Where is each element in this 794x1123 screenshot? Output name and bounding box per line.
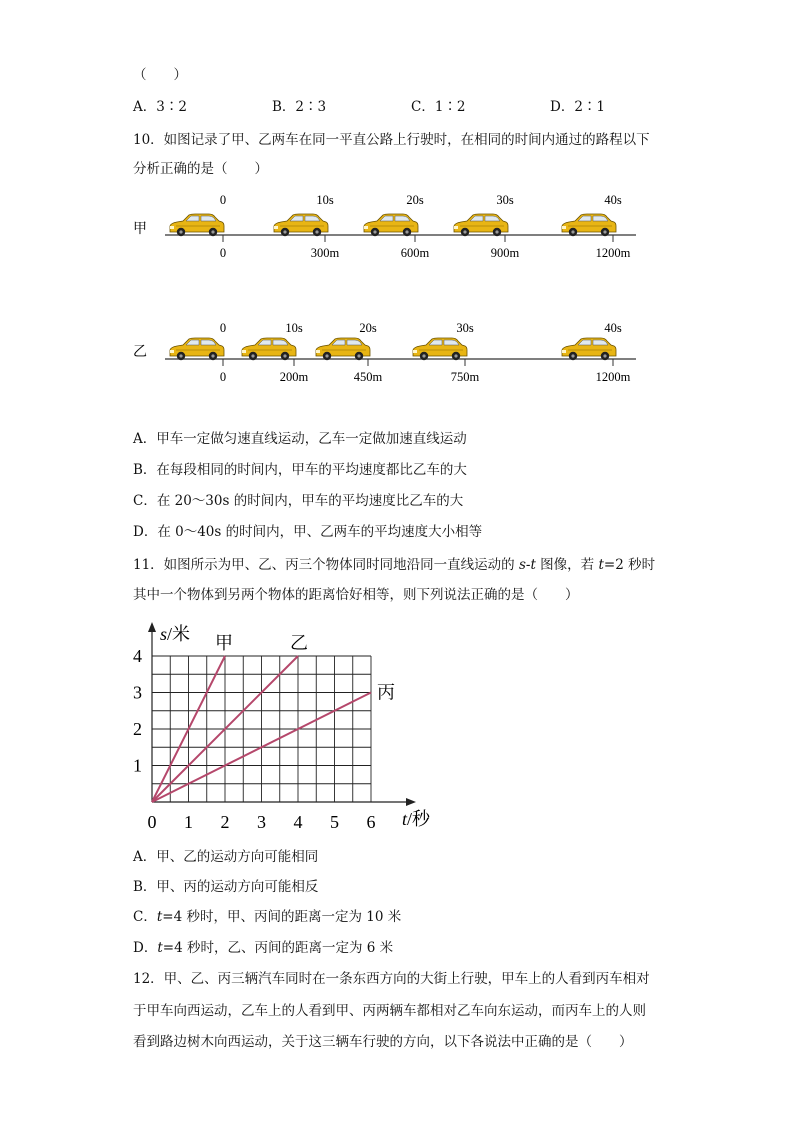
y-tick-label: 2 (133, 719, 142, 739)
q11-stem-st: s-t (518, 557, 536, 573)
q11-option-d (133, 939, 393, 957)
jia-time-40: 40s (604, 193, 622, 207)
x-tick-label: 3 (257, 812, 266, 832)
st-graph (0, 615, 794, 845)
jia-row-label: 甲 (133, 222, 147, 237)
q11-stem-part-a: 11．如图所示为甲、乙、丙三个物体同时同地沿同一直线运动的 (133, 557, 519, 573)
yi-car-10 (242, 338, 296, 360)
x-axis-unit: /秒 (407, 809, 431, 829)
q11-option-d-text: =4 秒时，乙、丙间的距离一定为 6 米 (162, 940, 394, 956)
q10-option-c: C．在 20～30s 的时间内，甲车的平均速度比乙车的大 (133, 493, 464, 509)
q10-stem-line1: 10．如图记录了甲、乙两车在同一平直公路上行驶时，在相同的时间内通过的路程以下 (133, 132, 650, 148)
yi-dist-0: 0 (219, 370, 227, 384)
yi-dist-200: 200m (279, 370, 309, 384)
jia-car-10 (274, 214, 328, 236)
yi-time-10: 10s (285, 321, 303, 335)
yi-dist-450: 450m (353, 370, 383, 384)
jia-markers (223, 235, 613, 242)
q11-stem-part-c: 图像，若 (535, 557, 599, 573)
x-tick-label: 1 (184, 812, 193, 832)
x-axis-label (402, 809, 431, 829)
q12-stem-line2: 于甲车向西运动，乙车上的人看到甲、丙两辆车都相对乙车向东运动，而丙车上的人则 (133, 1003, 646, 1019)
y-axis-arrow (148, 622, 156, 632)
jia-time-0: 0 (219, 193, 227, 207)
y-tick-label: 1 (133, 755, 142, 776)
series-label-0: 甲 (215, 633, 233, 653)
yi-time-30: 30s (456, 321, 474, 335)
yi-car-0 (170, 338, 224, 360)
q11-option-b (133, 878, 318, 896)
jia-car-0 (170, 214, 224, 236)
q9-option-b: B．2∶3 (272, 99, 327, 115)
jia-dist-900: 900m (490, 246, 520, 260)
q10-option-b: B．在每段相同的时间内，甲车的平均速度都比乙车的大 (133, 462, 467, 478)
x-tick-label: 0 (147, 812, 157, 832)
yi-time-40: 40s (604, 321, 622, 335)
jia-dist-1200: 1200m (595, 246, 631, 260)
q11-option-b-text: B．甲、丙的运动方向可能相反 (133, 879, 319, 895)
q11-option-c-var: t (156, 909, 163, 925)
yi-dist-750: 750m (450, 370, 480, 384)
x-tick-label: 5 (330, 812, 339, 832)
q11-option-c-text: =4 秒时，甲、丙间的距离一定为 10 米 (162, 909, 402, 925)
q10-option-a: A．甲车一定做匀速直线运动，乙车一定做加速直线运动 (133, 431, 467, 447)
q11-option-c-prefix: C． (133, 909, 157, 925)
q11-stem-t: t (598, 557, 604, 573)
jia-time-10: 10s (316, 193, 334, 207)
yi-time-20: 20s (359, 321, 377, 335)
jia-dist-300: 300m (310, 246, 340, 260)
q11-stem-part-e: =2 秒时 (603, 557, 656, 573)
q11-stem-line2: 其中一个物体到另两个物体的距离恰好相等，则下列说法正确的是（ ） (133, 587, 579, 603)
q9-option-c: C．1∶2 (411, 99, 466, 115)
q9-option-d: D．2∶1 (550, 99, 606, 115)
series-label-1: 乙 (290, 633, 308, 653)
jia-dist-600: 600m (400, 246, 430, 260)
y-axis-var: s (160, 624, 168, 644)
x-axis-var: t (402, 809, 408, 829)
yi-dist-1200: 1200m (595, 370, 631, 384)
x-tick-label: 4 (293, 812, 303, 832)
yi-car-40 (562, 338, 616, 360)
y-axis-unit: /米 (167, 624, 191, 644)
q11-option-d-var: t (157, 940, 163, 956)
jia-car-30 (454, 214, 508, 236)
jia-time-30: 30s (496, 193, 514, 207)
q11-stem-line1 (133, 556, 655, 574)
jia-dist-0: 0 (219, 246, 227, 260)
graph-grid (152, 656, 371, 802)
y-tick-label: 4 (133, 646, 142, 666)
x-tick-label: 2 (220, 812, 230, 832)
q12-stem-line3: 看到路边树木向西运动，关于这三辆车行驶的方向，以下各说法中正确的是（ ） (133, 1034, 633, 1050)
jia-car-20 (364, 214, 418, 236)
q11-option-a-text: A．甲、乙的运动方向可能相同 (133, 849, 319, 865)
q11-option-a (133, 848, 318, 866)
x-axis-arrow (406, 798, 416, 806)
series-label-2: 丙 (377, 682, 395, 703)
q10-stem-line2: 分析正确的是（ ） (133, 161, 268, 177)
yi-row-label: 乙 (133, 345, 147, 360)
q10-option-d: D．在 0～40s 的时间内，甲、乙两车的平均速度大小相等 (133, 524, 483, 540)
q9-option-a: A．3∶2 (133, 99, 187, 115)
yi-car-30 (413, 338, 467, 360)
yi-markers (223, 359, 613, 366)
q11-option-c (133, 908, 401, 926)
q10-car-diagram (0, 180, 794, 390)
q11-option-d-prefix: D． (133, 940, 158, 956)
jia-car-40 (562, 214, 616, 236)
yi-car-20 (316, 338, 370, 360)
q12-stem-line1: 12．甲、乙、丙三辆汽车同时在一条东西方向的大街上行驶，甲车上的人看到丙车相对 (133, 971, 650, 987)
jia-time-20: 20s (406, 193, 424, 207)
yi-time-0: 0 (219, 321, 227, 335)
q9-answer-paren: （ ） (133, 67, 187, 83)
x-tick-label: 6 (366, 812, 376, 832)
y-axis-label (160, 624, 190, 644)
y-tick-label: 3 (133, 682, 142, 703)
